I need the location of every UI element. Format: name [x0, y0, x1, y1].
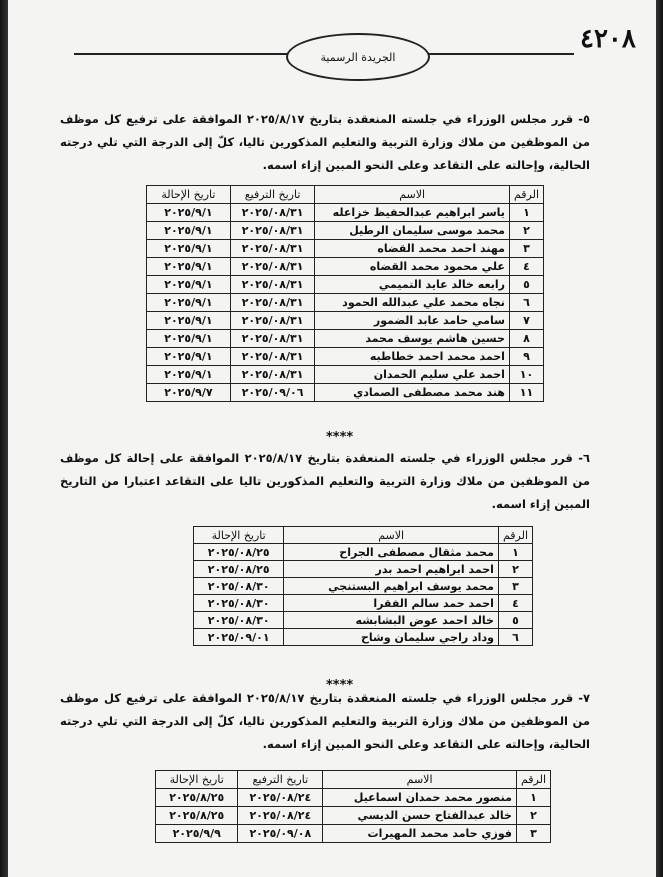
- row-number: ٧: [509, 312, 543, 330]
- journal-title-oval: [286, 33, 430, 81]
- table-row: [147, 240, 544, 258]
- col-name: الاسم: [315, 186, 510, 204]
- row-name: مهند احمد محمد القضاه: [315, 240, 510, 258]
- row-name: محمد مثقال مصطفى الجراح: [284, 544, 499, 561]
- row-number: ٥: [509, 276, 543, 294]
- table-row: [147, 384, 544, 402]
- row-promotion-date: ٢٠٢٥/٠٨/٣١: [230, 222, 315, 240]
- row-retirement-date: ٢٠٢٥/٠٨/٢٥: [194, 561, 284, 578]
- row-number: ١١: [509, 384, 543, 402]
- table-row: [147, 330, 544, 348]
- table-row: [194, 578, 533, 595]
- row-name: محمد موسى سليمان الرطيل: [315, 222, 510, 240]
- row-number: ١٠: [509, 366, 543, 384]
- row-promotion-date: ٢٠٢٥/٠٨/٢٤: [238, 789, 323, 807]
- row-retirement-date: ٢٠٢٥/٠٨/٣٠: [194, 612, 284, 629]
- row-retirement-date: ٢٠٢٥/٩/١: [147, 366, 231, 384]
- row-number: ٢: [516, 807, 550, 825]
- row-promotion-date: ٢٠٢٥/٠٨/٣١: [230, 330, 315, 348]
- row-retirement-date: ٢٠٢٥/٩/١: [147, 348, 231, 366]
- table-decision-6: [193, 526, 533, 646]
- row-promotion-date: ٢٠٢٥/٠٨/٣١: [230, 294, 315, 312]
- decision-7-text: ٧- قرر مجلس الوزراء في جلسته المنعقدة بتاريخ ٢٠٢٥/٨/١٧ الموافقة على ترفيع كل موظف من الموظفين من ملاك وزارة التربية والتعليم المذكورين تاليا، كلّ إلى الدرجة التي تلي درجته الحالية، وإحالته على التقاعد وعلى النحو المبين إزاء اسمه.: [60, 691, 590, 751]
- row-number: ٣: [498, 578, 532, 595]
- page-number: ٤٢٠٨: [580, 24, 636, 54]
- row-name: احمد محمد احمد خطاطبه: [315, 348, 510, 366]
- scan-edge-left: [0, 0, 8, 877]
- section-separator: ****: [326, 678, 354, 693]
- row-number: ١: [516, 789, 550, 807]
- table-row: [147, 204, 544, 222]
- table-row: [194, 544, 533, 561]
- row-retirement-date: ٢٠٢٥/٨/٢٥: [156, 789, 238, 807]
- row-retirement-date: ٢٠٢٥/٠٨/٢٥: [194, 544, 284, 561]
- row-promotion-date: ٢٠٢٥/٠٨/٣١: [230, 240, 315, 258]
- table-row: [147, 222, 544, 240]
- row-name: رابعه خالد عايد التميمي: [315, 276, 510, 294]
- row-retirement-date: ٢٠٢٥/٩/١: [147, 222, 231, 240]
- row-retirement-date: ٢٠٢٥/٩/٧: [147, 384, 231, 402]
- decision-5-text: ٥- قرر مجلس الوزراء في جلسته المنعقدة بتاريخ ٢٠٢٥/٨/١٧ الموافقة على ترفيع كل موظف من الموظفين من ملاك وزارة التربية والتعليم المذكورين تاليا، كلّ إلى الدرجة التي تلي درجته الحالية، وإحالته على التقاعد وعلى النحو المبين إزاء اسمه.: [60, 112, 590, 172]
- row-name: احمد علي سليم الحمدان: [315, 366, 510, 384]
- row-name: ياسر ابراهيم عبدالحفيظ خزاعله: [315, 204, 510, 222]
- table-row: [194, 629, 533, 646]
- row-name: احمد ابراهيم احمد بدر: [284, 561, 499, 578]
- row-number: ٣: [516, 825, 550, 843]
- row-promotion-date: ٢٠٢٥/٠٨/٣١: [230, 276, 315, 294]
- table-row: [156, 825, 551, 843]
- col-retirement-date: تاريخ الإحالة: [194, 527, 284, 544]
- section-separator: ****: [326, 430, 354, 445]
- table-row: [194, 612, 533, 629]
- row-retirement-date: ٢٠٢٥/٩/١: [147, 276, 231, 294]
- table-row: [194, 595, 533, 612]
- row-promotion-date: ٢٠٢٥/٠٩/٠٦: [230, 384, 315, 402]
- table-row: [147, 312, 544, 330]
- table-row: [147, 258, 544, 276]
- row-number: ٢: [509, 222, 543, 240]
- table-decision-5: [146, 185, 544, 402]
- row-number: ١: [498, 544, 532, 561]
- row-name: احمد حمد سالم الفقرا: [284, 595, 499, 612]
- table-row: [147, 294, 544, 312]
- row-number: ٤: [509, 258, 543, 276]
- row-retirement-date: ٢٠٢٥/٩/١: [147, 294, 231, 312]
- table-decision-7: [155, 770, 551, 843]
- row-retirement-date: ٢٠٢٥/٩/١: [147, 258, 231, 276]
- row-promotion-date: ٢٠٢٥/٠٩/٠٨: [238, 825, 323, 843]
- scan-edge-right: [656, 0, 663, 877]
- table-row: [147, 348, 544, 366]
- decision-6-text: ٦- قرر مجلس الوزراء في جلسته المنعقدة بتاريخ ٢٠٢٥/٨/١٧ الموافقة على إحالة كل موظف من الموظفين من ملاك وزارة التربية والتعليم المذكورين تاليا على التقاعد اعتبارا من التاريخ المبين إزاء اسمه.: [60, 451, 590, 511]
- row-name: نجاه محمد علي عبدالله الحمود: [315, 294, 510, 312]
- row-promotion-date: ٢٠٢٥/٠٨/٣١: [230, 366, 315, 384]
- table-row: [156, 807, 551, 825]
- table-row: [194, 561, 533, 578]
- col-number: الرقم: [516, 771, 550, 789]
- row-retirement-date: ٢٠٢٥/٩/١: [147, 312, 231, 330]
- journal-title: الجريدة الرسمية: [320, 50, 396, 64]
- row-promotion-date: ٢٠٢٥/٠٨/٣١: [230, 348, 315, 366]
- row-promotion-date: ٢٠٢٥/٠٨/٢٤: [238, 807, 323, 825]
- table-header-row: [156, 771, 551, 789]
- row-number: ٣: [509, 240, 543, 258]
- row-name: علي محمود محمد القضاه: [315, 258, 510, 276]
- col-number: الرقم: [509, 186, 543, 204]
- row-number: ٥: [498, 612, 532, 629]
- col-promotion-date: تاريخ الترفيع: [230, 186, 315, 204]
- row-number: ٢: [498, 561, 532, 578]
- row-retirement-date: ٢٠٢٥/٩/١: [147, 204, 231, 222]
- row-promotion-date: ٢٠٢٥/٠٨/٣١: [230, 312, 315, 330]
- row-retirement-date: ٢٠٢٥/٠٩/٠١: [194, 629, 284, 646]
- row-retirement-date: ٢٠٢٥/٠٨/٣٠: [194, 578, 284, 595]
- row-retirement-date: ٢٠٢٥/٩/١: [147, 240, 231, 258]
- row-number: ٦: [509, 294, 543, 312]
- row-name: هند محمد مصطفى الصمادي: [315, 384, 510, 402]
- gazette-page: [8, 0, 656, 877]
- row-retirement-date: ٢٠٢٥/٠٨/٣٠: [194, 595, 284, 612]
- table-row: [147, 276, 544, 294]
- table-header-row: [194, 527, 533, 544]
- table-header-row: [147, 186, 544, 204]
- col-number: الرقم: [498, 527, 532, 544]
- row-number: ١: [509, 204, 543, 222]
- col-name: الاسم: [284, 527, 499, 544]
- row-number: ٤: [498, 595, 532, 612]
- row-name: وداد راجي سليمان وشاح: [284, 629, 499, 646]
- row-number: ٨: [509, 330, 543, 348]
- table-row: [147, 366, 544, 384]
- row-number: ٩: [509, 348, 543, 366]
- row-retirement-date: ٢٠٢٥/٨/٢٥: [156, 807, 238, 825]
- table-row: [156, 789, 551, 807]
- col-promotion-date: تاريخ الترفيع: [238, 771, 323, 789]
- col-retirement-date: تاريخ الإحالة: [156, 771, 238, 789]
- row-name: محمد يوسف ابراهيم البستنجي: [284, 578, 499, 595]
- row-name: حسين هاشم يوسف محمد: [315, 330, 510, 348]
- row-name: خالد احمد عوض البشابشه: [284, 612, 499, 629]
- row-name: سامي حامد عابد الضمور: [315, 312, 510, 330]
- col-name: الاسم: [323, 771, 517, 789]
- col-retirement-date: تاريخ الإحالة: [147, 186, 231, 204]
- row-number: ٦: [498, 629, 532, 646]
- row-name: خالد عبدالفتاح حسن الديسي: [323, 807, 517, 825]
- row-promotion-date: ٢٠٢٥/٠٨/٣١: [230, 204, 315, 222]
- row-retirement-date: ٢٠٢٥/٩/٩: [156, 825, 238, 843]
- row-promotion-date: ٢٠٢٥/٠٨/٣١: [230, 258, 315, 276]
- row-name: منصور محمد حمدان اسماعيل: [323, 789, 517, 807]
- row-name: فوزي حامد محمد المهيرات: [323, 825, 517, 843]
- row-retirement-date: ٢٠٢٥/٩/١: [147, 330, 231, 348]
